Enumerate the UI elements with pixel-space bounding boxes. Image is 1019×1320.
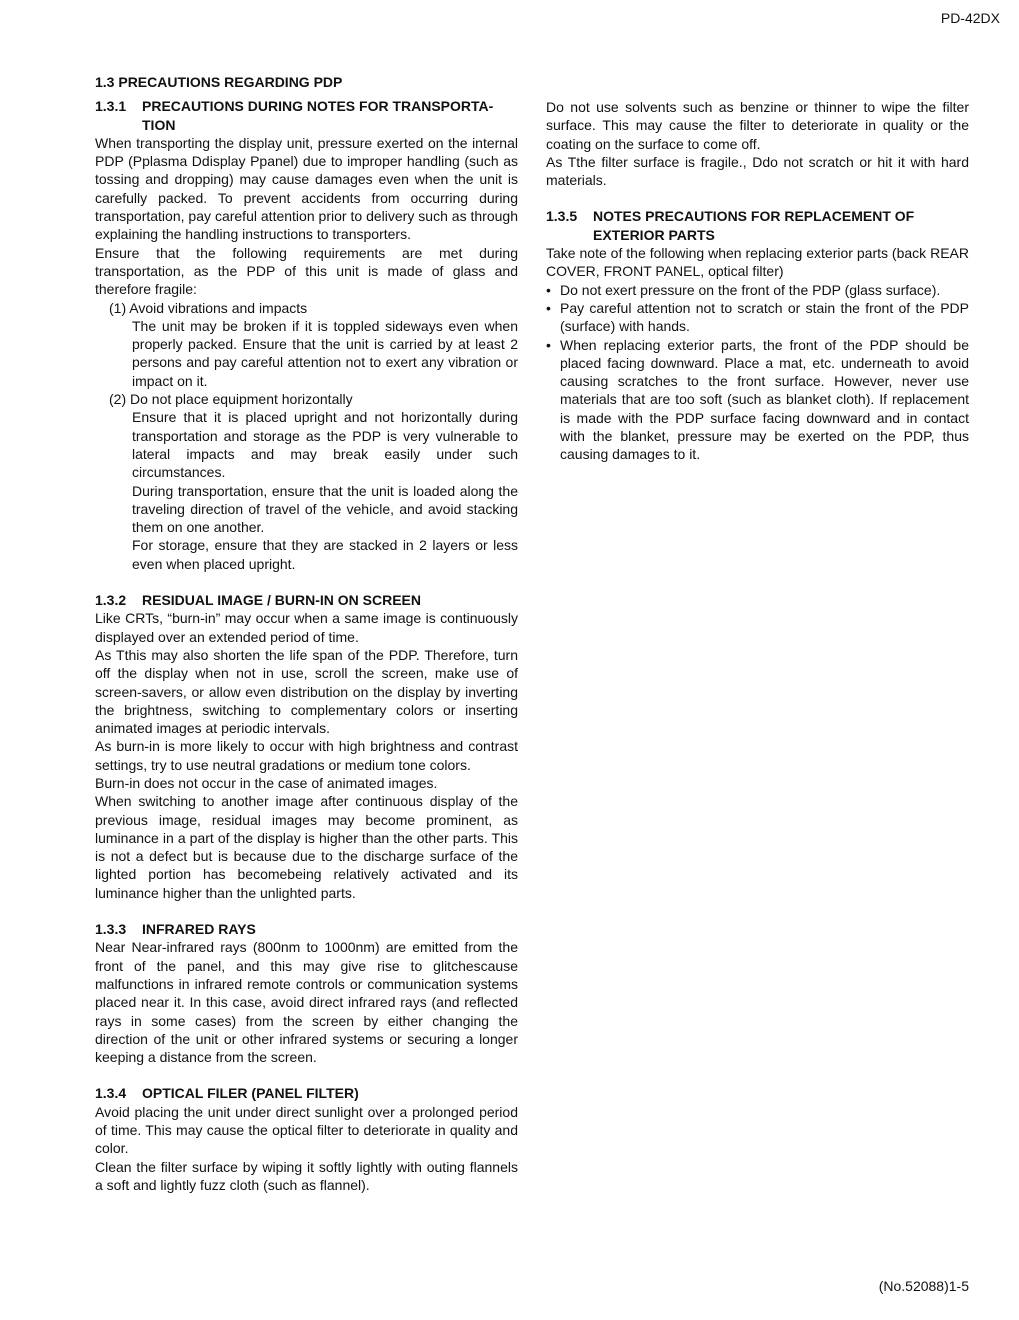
heading-1-3-2: [95, 591, 518, 609]
heading-text: INFRARED RAYS: [142, 921, 256, 938]
bullet-text: Pay careful attention not to scratch or stain the front of the PDP (surface) with hands.: [560, 299, 969, 335]
heading-number: 1.3.5: [546, 208, 578, 225]
paragraph: Near Near-infrared rays (800nm to 1000nm) are emitted from the front of the panel, and this may give rise to glitchescause malfunctions in infrared remote controls or communication systems placed near it. In this case, avoid direct infrared rays (and reflected rays in some cases) from the screen by either changing the direction of the unit or other infrared systems or securing a longer keeping a distance from the screen.: [95, 939, 518, 1066]
page-number: (No.52088)1-5: [878, 1278, 969, 1294]
list-item-label: (1) Avoid vibrations and impacts: [109, 299, 308, 316]
paragraph: Clean the filter surface by wiping it softly lightly with outing flannels a soft and lightly fuzz cloth (such as flannel).: [95, 1158, 518, 1193]
bullet-item: [546, 299, 969, 336]
heading-1-3-3: [95, 920, 518, 938]
list-item-body: Ensure that it is placed upright and not horizontally during transportation and storage as the PDP is very vulnerable to lateral impacts and may break easily under such circumstances.: [132, 409, 518, 481]
paragraph: Like CRTs, “burn-in” may occur when a same image is continuously displayed over an extended period of time.: [95, 610, 518, 645]
heading-1-3-4: [95, 1084, 518, 1102]
list-item-label: (2) Do not place equipment horizontally: [109, 391, 353, 408]
right-column: [546, 98, 969, 464]
bullet-item: [546, 281, 969, 299]
heading-number: 1.3.4: [95, 1085, 127, 1102]
paragraph: When transporting the display unit, pressure exerted on the internal PDP (Pplasma Ddisplay Ppanel) due to improper handling (such as tossing and dropping) may cause damages even when the unit is carefully packed. To prevent accidents from occurring during transportation, pay careful attention prior to delivery such as through explaining the handling instructions to transporters.: [95, 134, 518, 243]
bullet-text: Do not exert pressure on the front of the PDP (glass surface).: [560, 281, 941, 298]
bullet-marker: •: [546, 336, 551, 353]
paragraph: Take note of the following when replacing exterior parts (back REAR COVER, FRONT PANEL, optical filter): [546, 245, 969, 280]
left-column: [95, 73, 518, 1194]
paragraph: As Tthe filter surface is fragile., Ddo not scratch or hit it with hard materials.: [546, 153, 969, 189]
heading-number: 1.3.2: [95, 592, 127, 609]
bullet-marker: •: [546, 299, 551, 316]
paragraph: Avoid placing the unit under direct sunlight over a prolonged period of time. This may cause the optical filter to deteriorate in quality and color.: [95, 1103, 518, 1157]
heading-1-3-1: [95, 97, 518, 134]
section-title-1-3: 1.3 PRECAUTIONS REGARDING PDP: [95, 74, 343, 90]
heading-1-3-5: [546, 207, 969, 244]
list-item-body: During transportation, ensure that the unit is loaded along the traveling direction of travel of the vehicle, and avoid stacking them on one another.: [132, 482, 518, 536]
bullet-marker: •: [546, 281, 551, 298]
bullet-text: When replacing exterior parts, the front of the PDP should be placed facing downward. Place a mat, etc. underneath to avoid causing scratches to the front surface. However, never use materials that are too soft (such as blanket cloth). If replacement is made with the PDP surface facing downward and in contact with the blanket, pressure may be exerted on the PDP, thus causing damages to it.: [560, 336, 969, 463]
heading-number: 1.3.3: [95, 921, 127, 938]
heading-number: 1.3.1: [95, 98, 127, 115]
paragraph: When switching to another image after continuous display of the previous image, residual images may become prominent, as luminance in a part of the display is higher than the other parts. This is not a defect but is because due to the discharge surface of the lighted portion has becomebeing relatively activated and its luminance higher than the unlighted parts.: [95, 793, 518, 901]
bullet-item: [546, 336, 969, 464]
heading-text: RESIDUAL IMAGE / BURN-IN ON SCREEN: [142, 592, 421, 609]
heading-text: PRECAUTIONS DURING NOTES FOR TRANSPORTA-TION: [142, 98, 494, 133]
paragraph: As burn-in is more likely to occur with high brightness and contrast settings, try to use neutral gradations or medium tone colors.: [95, 738, 518, 773]
heading-text: OPTICAL FILER (PANEL FILTER): [142, 1085, 359, 1102]
model-number: PD-42DX: [940, 10, 1000, 26]
paragraph: As Tthis may also shorten the life span of the PDP. Therefore, turn off the display when not in use, scroll the screen, make use of screen-savers, or allow even distribution on the display by inverting the brightness, switching to complementary colors or inserting animated images at periodic intervals.: [95, 646, 518, 737]
list-item-body: The unit may be broken if it is toppled sideways even when properly packed. Ensure that the unit is carried by at least 2 persons and pay careful attention not to exert any vibration or impact on it.: [132, 317, 518, 389]
list-item-body: For storage, ensure that they are stacked in 2 layers or less even when placed upright.: [132, 537, 518, 572]
paragraph: Burn-in does not occur in the case of animated images.: [95, 774, 438, 791]
paragraph: Do not use solvents such as benzine or thinner to wipe the filter surface. This may cause the filter to deteriorate in quality or the coating on the surface to come off.: [546, 99, 969, 152]
heading-text: NOTES PRECAUTIONS FOR REPLACEMENT OF EXTERIOR PARTS: [593, 208, 915, 243]
paragraph: Ensure that the following requirements are met during transportation, as the PDP of this unit is made of glass and therefore fragile:: [95, 244, 518, 298]
